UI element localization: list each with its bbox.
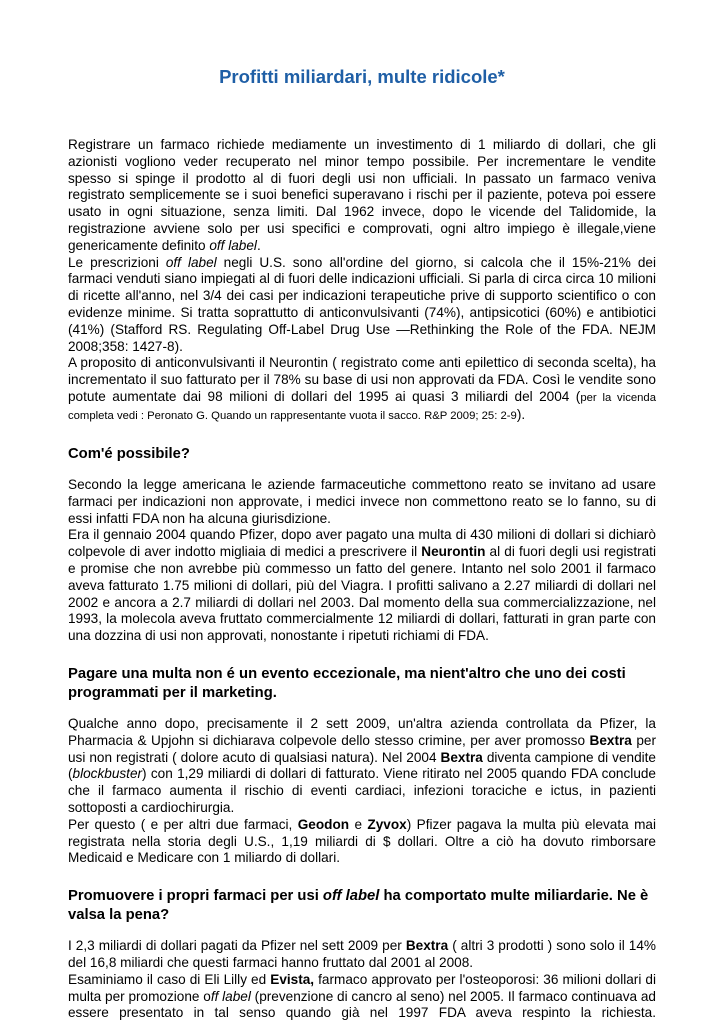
- intro-paragraph-2: [68, 255, 656, 356]
- section1-paragraph-1: Secondo la legge americana le aziende farmaceutiche commettono reato se invitano ad usare farmaci per indicazioni non approvate, i medici invece non commettono reato se lo fanno, su di essi infatti FDA non ha alcuna giurisdizione.: [68, 477, 656, 526]
- text-run: Promuovere i propri farmaci per usi: [68, 888, 323, 905]
- text-run: per usi non registrati ( dolore acuto di qualsiasi natura). Nel 2004: [68, 732, 656, 765]
- section-heading-1: Com'é possibile?: [68, 445, 190, 462]
- drug-name: Zyvox: [367, 816, 407, 832]
- text-run: A proposito di anticonvulsivanti il Neurontin ( registrato come anti epilettico di seconda scelta), ha incrementato il suo fatturato per il 78% su base di usi non approvati da FDA. Così le vendite sono potute aumentate dai 98 milioni di dollari del 1995 ai quasi 3 miliardi del 2004 (: [68, 355, 656, 404]
- intro-paragraph-3: [68, 355, 656, 424]
- text-run: .: [256, 237, 261, 253]
- text-run: Per questo ( e per altri due farmaci,: [68, 816, 298, 832]
- text-run: (prevenzione di cancro al seno) nel 2005. Il farmaco continuava ad essere presentato in tal senso quando già nel 1997 FDA aveva respinto la richiesta.: [68, 988, 656, 1021]
- text-run: farmaco approvato per l'osteoporosi: 36 milioni dollari di multa per promozione o: [68, 971, 656, 1004]
- text-run: ( altri 3 prodotti ) sono solo il 14% del 16,8 miliardi che questi farmaci hanno fruttato dal 2001 al 2008.: [68, 938, 657, 970]
- italic-term: off label: [322, 888, 380, 905]
- section1-paragraph-2: [68, 527, 656, 645]
- text-run: Le prescrizioni: [68, 254, 166, 270]
- reference-note: per la vicenda completa vedi : Peronato G. Quando un rappresentante vuota il sacco. R&P 2009; 25: 2-9: [68, 391, 656, 422]
- text-run: Esaminiamo il caso di Eli Lilly ed: [68, 971, 271, 987]
- section3-paragraph-2: [68, 972, 656, 1022]
- section2-paragraph-1: [68, 716, 656, 817]
- italic-term: blockbuster: [72, 766, 143, 782]
- text-run: ) con 1,29 miliardi di dollari di fatturato. Viene ritirato nel 2005 quando FDA conclude che il farmaco aumenta il rischio di eventi cardiaci, infezioni toraciche e ictus, in pazienti sottoposti a cardiochirurgia.: [68, 766, 656, 815]
- text-run: Registrare un farmaco richiede mediamente un investimento di 1 miliardo di dollari, che gli azionisti vogliono veder recuperato nel minor tempo possibile. Per incrementare le vendite spesso si spinge il prodotto al di fuori degli usi non ufficiali. In passato un farmaco veniva registrato semplicemente se i suoi benefici superavano i rischi per il paziente, poteva poi essere usato in ogni situazione, senza limiti. Dal 1962 invece, dopo le vicende del Talidomide, la registrazione avviene solo per usi specifici e comprovati, ogni altro impiego è illegale,viene genericamente definito: [68, 137, 656, 253]
- page-title: Profitti miliardari, multe ridicole*: [219, 66, 505, 87]
- drug-name: Geodon: [297, 816, 350, 832]
- text-run: Era il gennaio 2004 quando Pfizer, dopo aver pagato una multa di 430 milioni di dollari si dichiarò colpevole di aver indotto migliaia di medici a prescrivere il: [68, 527, 656, 560]
- drug-name: Bextra: [405, 938, 449, 954]
- text-run: diventa campione di vendite (: [68, 749, 656, 782]
- drug-name: Bextra: [589, 732, 632, 748]
- section-heading-2: Pagare una multa non é un evento eccezionale, ma nient'altro che uno dei costi programmati per il marketing.: [68, 666, 626, 701]
- document-body: [68, 137, 656, 1022]
- drug-name: Evista,: [270, 971, 315, 987]
- text-run: I 2,3 miliardi di dollari pagati da Pfizer nel sett 2009 per: [68, 938, 406, 954]
- intro-paragraph-1: [68, 137, 656, 255]
- italic-term: off label: [165, 254, 217, 270]
- text-run: Qualche anno dopo, precisamente il 2 sett 2009, un'altra azienda controllata da Pfizer, la Pharmacia & Upjohn si dichiarava colpevole dello stesso crimine, per aver promosso: [68, 716, 656, 748]
- text-run: e: [349, 816, 368, 832]
- text-run: ) Pfizer pagava la multa più elevata mai registrata nella storia degli U.S., 1,19 miliardi di $ dollari. Oltre a ciò ha dovuto rimborsare Medicaid e Medicare con 1 miliardo di dollari.: [68, 816, 656, 866]
- text-run: ha comportato multe miliardarie. Ne è valsa la pena?: [68, 888, 649, 923]
- italic-term: off label: [209, 237, 257, 253]
- text-run: negli U.S. sono all'ordine del giorno, si calcola che il 15%-21% dei farmaci venduti siano impiegati al di fuori delle indicazioni ufficiali. Si parla di circa circa 10 milioni di ricette all'anno, nel 3/4 dei casi per indicazioni terapeutiche prive di supporto scientifico o con evidenze minime. Si tratta soprattutto di anticonvulsivanti (74%), antipsicotici (60%) e antibiotici (41%) (Stafford RS. Regulating Off-Label Drug Use —Rethinking the Role of the FDA. NEJM 2008;358: 1427-8).: [68, 254, 656, 354]
- section3-paragraph-1: [68, 938, 656, 972]
- text-run: al di fuori degli usi registrati e promise che non avrebbe più commesso un fatto del genere. Intanto nel solo 2001 il farmaco aveva fatturato 1.75 milioni di dollari, più del Viagra. I profitti salivano a 2.27 miliardi di dollari nel 2002 e ancora a 2.7 miliardi di dollari nel 2003. Dal momento della sua commercializzazione, nel 1993, la molecola aveva fruttato commercialmente 12 miliardi di dollari, fatturati in gran parte con una dozzina di usi non approvati, nonostante i ripetuti richiami di FDA.: [68, 544, 656, 644]
- drug-name: Neurontin: [421, 544, 486, 560]
- drug-name: Bextra: [440, 749, 483, 765]
- section-heading-3: [68, 887, 656, 924]
- text-run: ).: [516, 406, 526, 422]
- italic-term: ff label: [210, 988, 251, 1004]
- section2-paragraph-2: [68, 817, 656, 867]
